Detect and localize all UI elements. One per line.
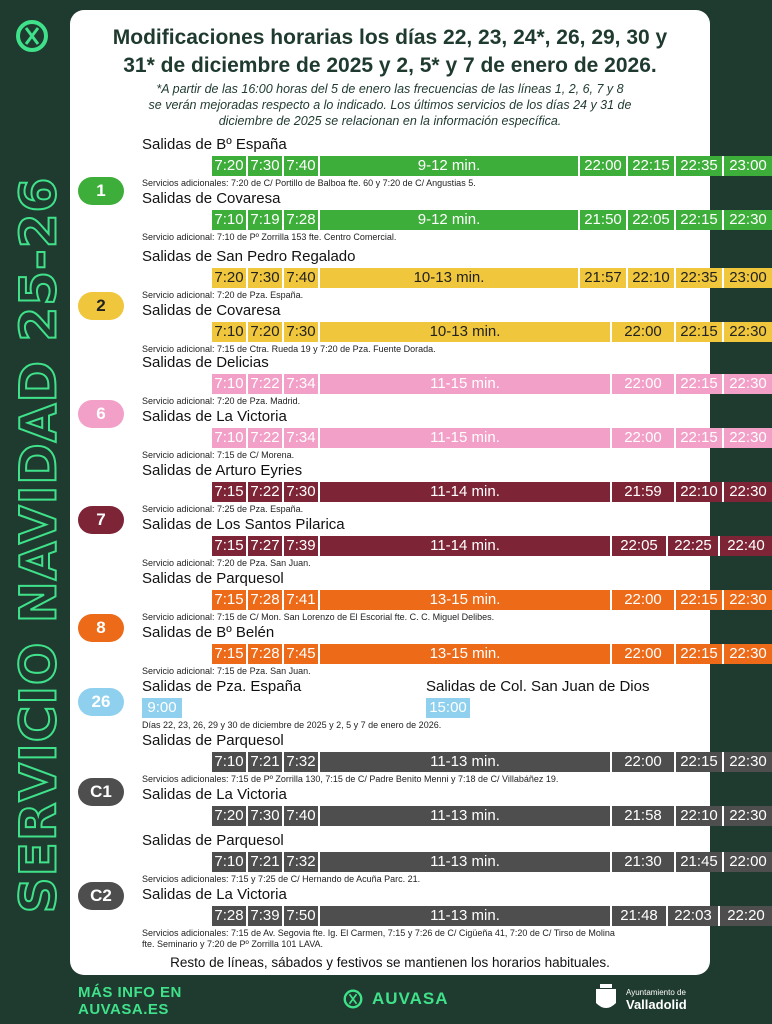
- brand-name: AUVASA: [372, 989, 449, 1008]
- frequency-cell: 9-12 min.: [320, 210, 580, 230]
- time-cell: 7:22: [248, 482, 284, 502]
- route-title: Salidas de Los Santos Pilarica: [142, 516, 345, 533]
- time-cell: 22:05: [612, 536, 668, 556]
- time-cell: 7:15: [212, 482, 248, 502]
- route-title: Salidas de San Pedro Regalado: [142, 248, 356, 265]
- line-badge-8: 8: [78, 614, 124, 642]
- time-cell: 7:10: [212, 428, 248, 448]
- time-cell: 22:15: [676, 428, 724, 448]
- time-cell: 7:39: [284, 536, 320, 556]
- route-note: Servicio adicional: 7:15 de C/ Morena.: [142, 450, 295, 460]
- frequency-cell: 11-14 min.: [320, 536, 612, 556]
- time-cell: 22:30: [729, 753, 767, 770]
- time-cell: 22:00: [612, 374, 676, 394]
- route-title: Salidas de Covaresa: [142, 302, 281, 319]
- time-cell: 23:00: [729, 157, 767, 174]
- route-note: Servicio adicional: 7:10 de Pº Zorrilla 153 fte. Centro Comercial.: [142, 232, 397, 242]
- route-note: Servicio adicional: 7:20 de Pza. España.: [142, 290, 304, 300]
- time-cell: 22:30: [729, 323, 767, 340]
- route-note: Servicio adicional: 7:15 de Pza. San Juan.: [142, 666, 311, 676]
- time-cell: 7:40: [284, 268, 320, 288]
- route-title: Salidas de Parquesol: [142, 832, 284, 849]
- route-title: Salidas de La Victoria: [142, 886, 287, 903]
- timetable-bar: [142, 698, 182, 718]
- time-cell: 22:00: [612, 590, 676, 610]
- time-cell: 22:40: [727, 537, 765, 554]
- line-badge-6: 6: [78, 400, 124, 428]
- route-note: Servicio adicional: 7:15 de C/ Mon. San Lorenzo de El Escorial fte. C. C. Miguel Delibes.: [142, 612, 495, 622]
- side-title: SERVICIO NAVIDAD 25-26: [9, 176, 67, 914]
- city-council: [592, 983, 687, 1015]
- auvasa-logo-icon: [10, 14, 54, 58]
- time-cell: 7:19: [248, 210, 284, 230]
- bottom-bar: [0, 978, 724, 1024]
- time-cell: 7:22: [248, 428, 284, 448]
- time-cell: 7:10: [212, 374, 248, 394]
- timetable-bar: [212, 322, 772, 342]
- time-cell: 22:25: [668, 536, 720, 556]
- headline-note: *A partir de las 16:00 horas del 5 de enero las frecuencias de las líneas 1, 2, 6, 7 y 8 se verán mejoradas respecto a lo indicado. Los últimos servicios de los días 24 y 31 de diciembre de 2025 se relacionan en la información específica.: [148, 82, 632, 128]
- timetable-bar: [212, 590, 772, 610]
- route-title: Salidas de Pza. España: [142, 678, 302, 695]
- route-note: Servicio adicional: 7:20 de Pza. San Juan.: [142, 558, 311, 568]
- time-cell: 7:28: [212, 906, 248, 926]
- time-cell: 23:00: [729, 269, 767, 286]
- time-cell: 22:10: [676, 806, 724, 826]
- city-crest-icon: [592, 983, 620, 1015]
- time-cell: 7:28: [284, 210, 320, 230]
- time-cell: 22:20: [727, 907, 765, 924]
- time-cell: 22:35: [676, 156, 724, 176]
- time-cell: 7:15: [212, 644, 248, 664]
- frequency-cell: 13-15 min.: [320, 644, 612, 664]
- route-title: Salidas de La Victoria: [142, 786, 287, 803]
- timetable-bar: [212, 156, 772, 176]
- time-cell: 22:30: [729, 591, 767, 608]
- time-cell: 7:20: [212, 156, 248, 176]
- time-cell: 22:15: [676, 590, 724, 610]
- frequency-cell: 11-13 min.: [320, 906, 612, 926]
- time-cell: 21:50: [580, 210, 628, 230]
- frequency-cell: 10-13 min.: [320, 268, 580, 288]
- time-cell: 7:10: [212, 852, 248, 872]
- time-cell: 22:03: [668, 906, 720, 926]
- frequency-cell: 10-13 min.: [320, 322, 612, 342]
- time-cell: 21:59: [612, 482, 676, 502]
- time-cell: 7:15: [212, 536, 248, 556]
- timetable-bar: [212, 752, 772, 772]
- time-cell: 7:27: [248, 536, 284, 556]
- timetable-bar: [212, 906, 772, 926]
- route-note: Servicios adicionales: 7:15 de Av. Segovia fte. Ig. El Carmen, 7:15 y 7:26 de C/ Cigüeña 41, 7:20 de C/ Tirso de Molina: [142, 928, 615, 938]
- line-badge-2: 2: [78, 292, 124, 320]
- time-cell: 22:10: [628, 268, 676, 288]
- time-cell: 7:22: [248, 374, 284, 394]
- time-cell: 7:21: [248, 852, 284, 872]
- line-badge-1: 1: [78, 177, 124, 205]
- route-title: Salidas de Col. San Juan de Dios: [426, 678, 650, 695]
- route-note: fte. Seminario y 7:20 de Pº Zorrilla 101 LAVA.: [142, 939, 324, 949]
- route-title: Salidas de Arturo Eyries: [142, 462, 303, 479]
- frequency-cell: 11-15 min.: [320, 374, 612, 394]
- route-title: Salidas de Parquesol: [142, 570, 284, 587]
- route-title: Salidas de Parquesol: [142, 732, 284, 749]
- time-cell: 7:45: [284, 644, 320, 664]
- route-title: Salidas de Delicias: [142, 354, 269, 371]
- time-cell: 21:30: [612, 852, 676, 872]
- route-note: Servicio adicional: 7:15 de Ctra. Rueda 19 y 7:20 de Pza. Fuente Dorada.: [142, 344, 436, 354]
- route-note: Servicios adicionales: 7:15 y 7:25 de C/ Hernando de Acuña Parc. 21.: [142, 874, 421, 884]
- auvasa-logo-icon: [340, 986, 366, 1012]
- time-cell: 7:28: [248, 644, 284, 664]
- time-cell: 7:10: [212, 752, 248, 772]
- frequency-cell: 11-13 min.: [320, 752, 612, 772]
- route-note: Servicio adicional: 7:25 de Pza. España.: [142, 504, 304, 514]
- time-cell: 22:00: [612, 428, 676, 448]
- time-cell: 21:58: [612, 806, 676, 826]
- route-note: Días 22, 23, 26, 29 y 30 de diciembre de 2025 y 2, 5 y 7 de enero de 2026.: [142, 720, 442, 730]
- time-cell: 7:39: [248, 906, 284, 926]
- time-cell: 22:15: [676, 644, 724, 664]
- timetable-bar: [212, 806, 772, 826]
- city-label: Ayuntamiento de: [626, 988, 686, 997]
- schedule-card: [70, 10, 767, 975]
- time-cell: 22:00: [612, 644, 676, 664]
- route-title: Salidas de Bº España: [142, 136, 287, 153]
- route-note: Servicios adicionales: 7:20 de C/ Portillo de Balboa fte. 60 y 7:20 de C/ Angustias 5.: [142, 178, 476, 188]
- timetable-bar: [212, 852, 772, 872]
- time-cell: 9:00: [142, 698, 182, 718]
- time-cell: 22:00: [580, 156, 628, 176]
- time-cell: 22:00: [612, 752, 676, 772]
- time-cell: 7:40: [284, 156, 320, 176]
- time-cell: 22:00: [729, 853, 767, 870]
- time-cell: 7:20: [248, 322, 284, 342]
- frequency-cell: 9-12 min.: [320, 156, 580, 176]
- time-cell: 21:48: [612, 906, 668, 926]
- frequency-cell: 11-13 min.: [320, 852, 612, 872]
- city-name: Valladolid: [626, 997, 687, 1012]
- route-title: Salidas de Covaresa: [142, 190, 281, 207]
- frequency-cell: 11-15 min.: [320, 428, 612, 448]
- time-cell: 22:30: [729, 807, 767, 824]
- time-cell: 7:30: [248, 156, 284, 176]
- time-cell: 22:30: [729, 375, 767, 392]
- frequency-cell: 11-13 min.: [320, 806, 612, 826]
- page-title: Modificaciones horarias los días 22, 23, 24*, 26, 29, 30 y 31* de diciembre de 2025 y 2, 5* y 7 de enero de 2026.: [112, 26, 668, 77]
- time-cell: 7:21: [248, 752, 284, 772]
- timetable-bar: [212, 428, 772, 448]
- timetable-bar: [212, 644, 772, 664]
- time-cell: 7:28: [248, 590, 284, 610]
- time-cell: 7:34: [284, 374, 320, 394]
- line-badge-7: 7: [78, 506, 124, 534]
- time-cell: 22:15: [676, 374, 724, 394]
- time-cell: 7:50: [284, 906, 320, 926]
- time-cell: 21:57: [580, 268, 628, 288]
- time-cell: 22:30: [729, 211, 767, 228]
- line-badge-26: 26: [78, 688, 124, 716]
- time-cell: 22:35: [676, 268, 724, 288]
- time-cell: 7:40: [284, 806, 320, 826]
- time-cell: 7:34: [284, 428, 320, 448]
- time-cell: 21:45: [676, 852, 724, 872]
- time-cell: 22:15: [676, 322, 724, 342]
- auvasa-brand: [340, 986, 449, 1012]
- route-title: Salidas de Bº Belén: [142, 624, 275, 641]
- timetable-bar: [212, 536, 772, 556]
- time-cell: 22:00: [612, 322, 676, 342]
- time-cell: 22:15: [676, 752, 724, 772]
- time-cell: 15:00: [426, 698, 470, 718]
- time-cell: 7:15: [212, 590, 248, 610]
- timetable-bar: [212, 210, 772, 230]
- time-cell: 7:30: [284, 322, 320, 342]
- time-cell: 22:05: [628, 210, 676, 230]
- time-cell: 7:10: [212, 322, 248, 342]
- timetable-bar: [212, 374, 772, 394]
- line-badge-c2: C2: [78, 882, 124, 910]
- frequency-cell: 11-14 min.: [320, 482, 612, 502]
- time-cell: 7:20: [212, 268, 248, 288]
- time-cell: 7:32: [284, 752, 320, 772]
- time-cell: 7:30: [248, 806, 284, 826]
- route-note: Servicios adicionales: 7:15 de Pº Zorrilla 130, 7:15 de C/ Padre Benito Menni y 7:18 de C/ Villabáñez 19.: [142, 774, 559, 784]
- line-badge-c1: C1: [78, 778, 124, 806]
- time-cell: 7:32: [284, 852, 320, 872]
- time-cell: 22:10: [676, 482, 724, 502]
- time-cell: 7:30: [248, 268, 284, 288]
- time-cell: 22:30: [729, 429, 767, 446]
- time-cell: 22:15: [676, 210, 724, 230]
- time-cell: 22:30: [729, 645, 767, 662]
- time-cell: 7:30: [284, 482, 320, 502]
- timetable-bar: [426, 698, 470, 718]
- time-cell: 7:41: [284, 590, 320, 610]
- time-cell: 22:15: [628, 156, 676, 176]
- time-cell: 7:20: [212, 806, 248, 826]
- route-title: Salidas de La Victoria: [142, 408, 287, 425]
- footer-note: Resto de líneas, sábados y festivos se mantienen los horarios habituales.: [170, 955, 610, 970]
- more-info-link[interactable]: MÁS INFO EN AUVASA.ES: [78, 984, 182, 1018]
- route-note: Servicio adicional: 7:20 de Pza. Madrid.: [142, 396, 301, 406]
- time-cell: 22:30: [729, 483, 767, 500]
- timetable-bar: [212, 268, 772, 288]
- timetable-bar: [212, 482, 772, 502]
- time-cell: 7:10: [212, 210, 248, 230]
- frequency-cell: 13-15 min.: [320, 590, 612, 610]
